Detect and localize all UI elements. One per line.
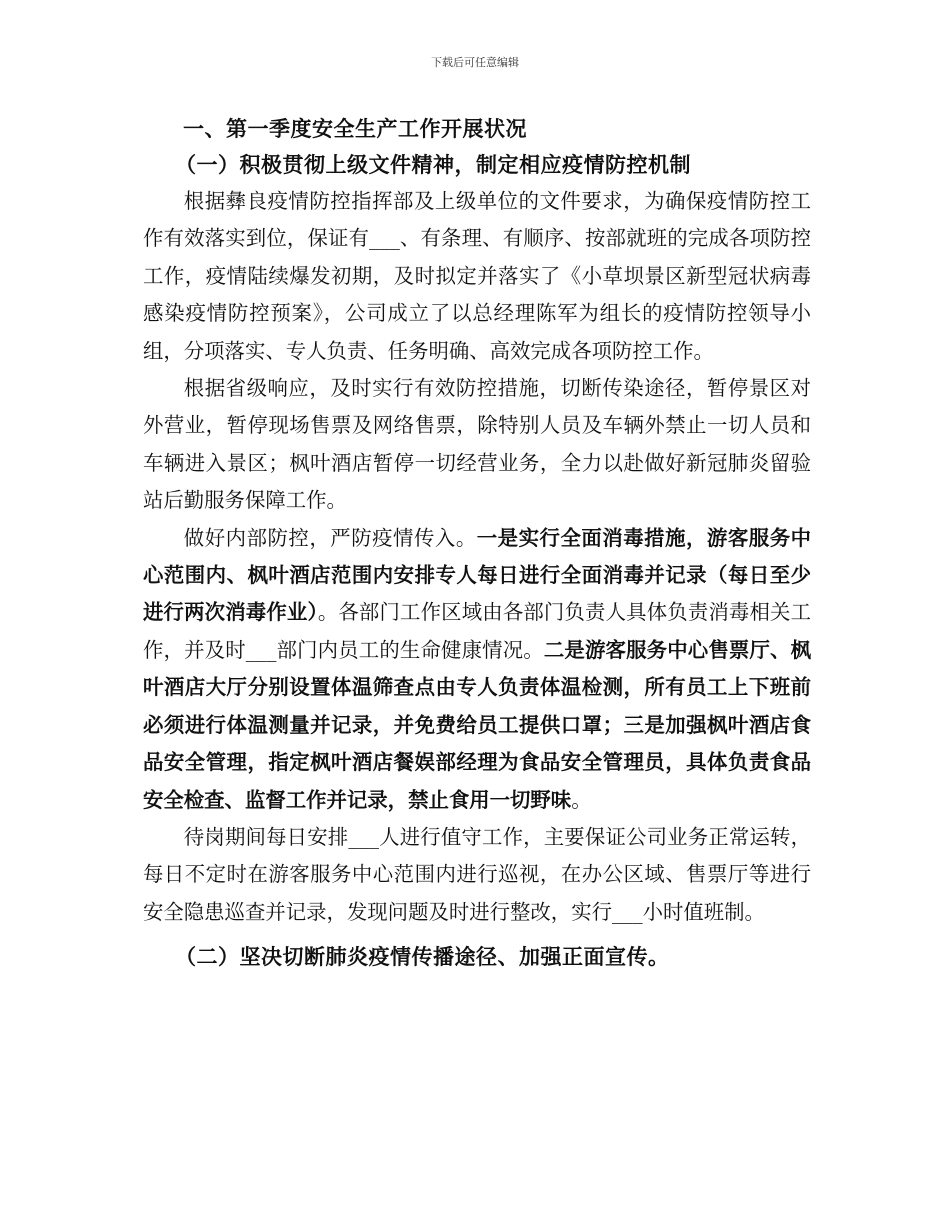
subsection-heading-2: （二）坚决切断肺炎疫情传播途径、加强正面宣传。: [175, 944, 670, 970]
document-body: [143, 111, 811, 975]
paragraph-3-bold-2: 二是游客服务中心售票厅、枫叶酒店大厅分别设置体温筛查点由专人负责体温检测，所有员工上下班前必须进行体温测量并记录，并免费给员工提供口罩；三是加强枫叶酒店食品安全管理，指定枫叶酒店餐娱部经理为食品安全管理员，具体负责食品安全检查、监督工作并记录，禁止食用一切野味: [143, 637, 812, 812]
page-header-note: 下载后可任意编辑: [431, 56, 519, 69]
paragraph-3-end: 。: [571, 787, 592, 812]
subsection-heading-1: （一）积极贯彻上级文件精神，制定相应疫情防控机制: [175, 152, 691, 177]
paragraph-3-normal-1: 。各部门工作区域由各部门负责人具体负责消毒相关工作，并及时___部门内员工的生命健康情况。: [143, 600, 811, 662]
section-heading: 一、第一季度安全生产工作开展状况: [183, 116, 527, 141]
paragraph-3: [143, 520, 811, 819]
paragraph-3-lead: 做好内部防控，严防疫情传入。: [183, 525, 477, 550]
paragraph-4: 待岗期间每日安排___人进行值守工作，主要保证公司业务正常运转，每日不定时在游客服务中心范围内进行巡视，在办公区域、售票厅等进行安全隐患巡查并记录，发现问题及时进行整改，实行___小时值班制。: [143, 824, 811, 924]
paragraph-2: 根据省级响应，及时实行有效防控措施，切断传染途径，暂停景区对外营业，暂停现场售票及网络售票，除特别人员及车辆外禁止一切人员和车辆进入景区；枫叶酒店暂停一切经营业务，全力以赴做好新冠肺炎留验站后勤服务保障工作。: [143, 376, 811, 513]
paragraph-1: 根据彝良疫情防控指挥部及上级单位的文件要求，为确保疫情防控工作有效落实到位，保证有___、有条理、有顺序、按部就班的完成各项防控工作，疫情陆续爆发初期，及时拟定并落实了《小草坝景区新型冠状病毒感染疫情防控预案》，公司成立了以总经理陈军为组长的疫情防控领导小组，分项落实、专人负责、任务明确、高效完成各项防控工作。: [143, 189, 811, 363]
paragraph-3-bold-1: 一是实行全面消毒措施，游客服务中心范围内、枫叶酒店范围内安排专人每日进行全面消毒并记录（每日至少进行两次消毒作业）: [143, 525, 812, 625]
